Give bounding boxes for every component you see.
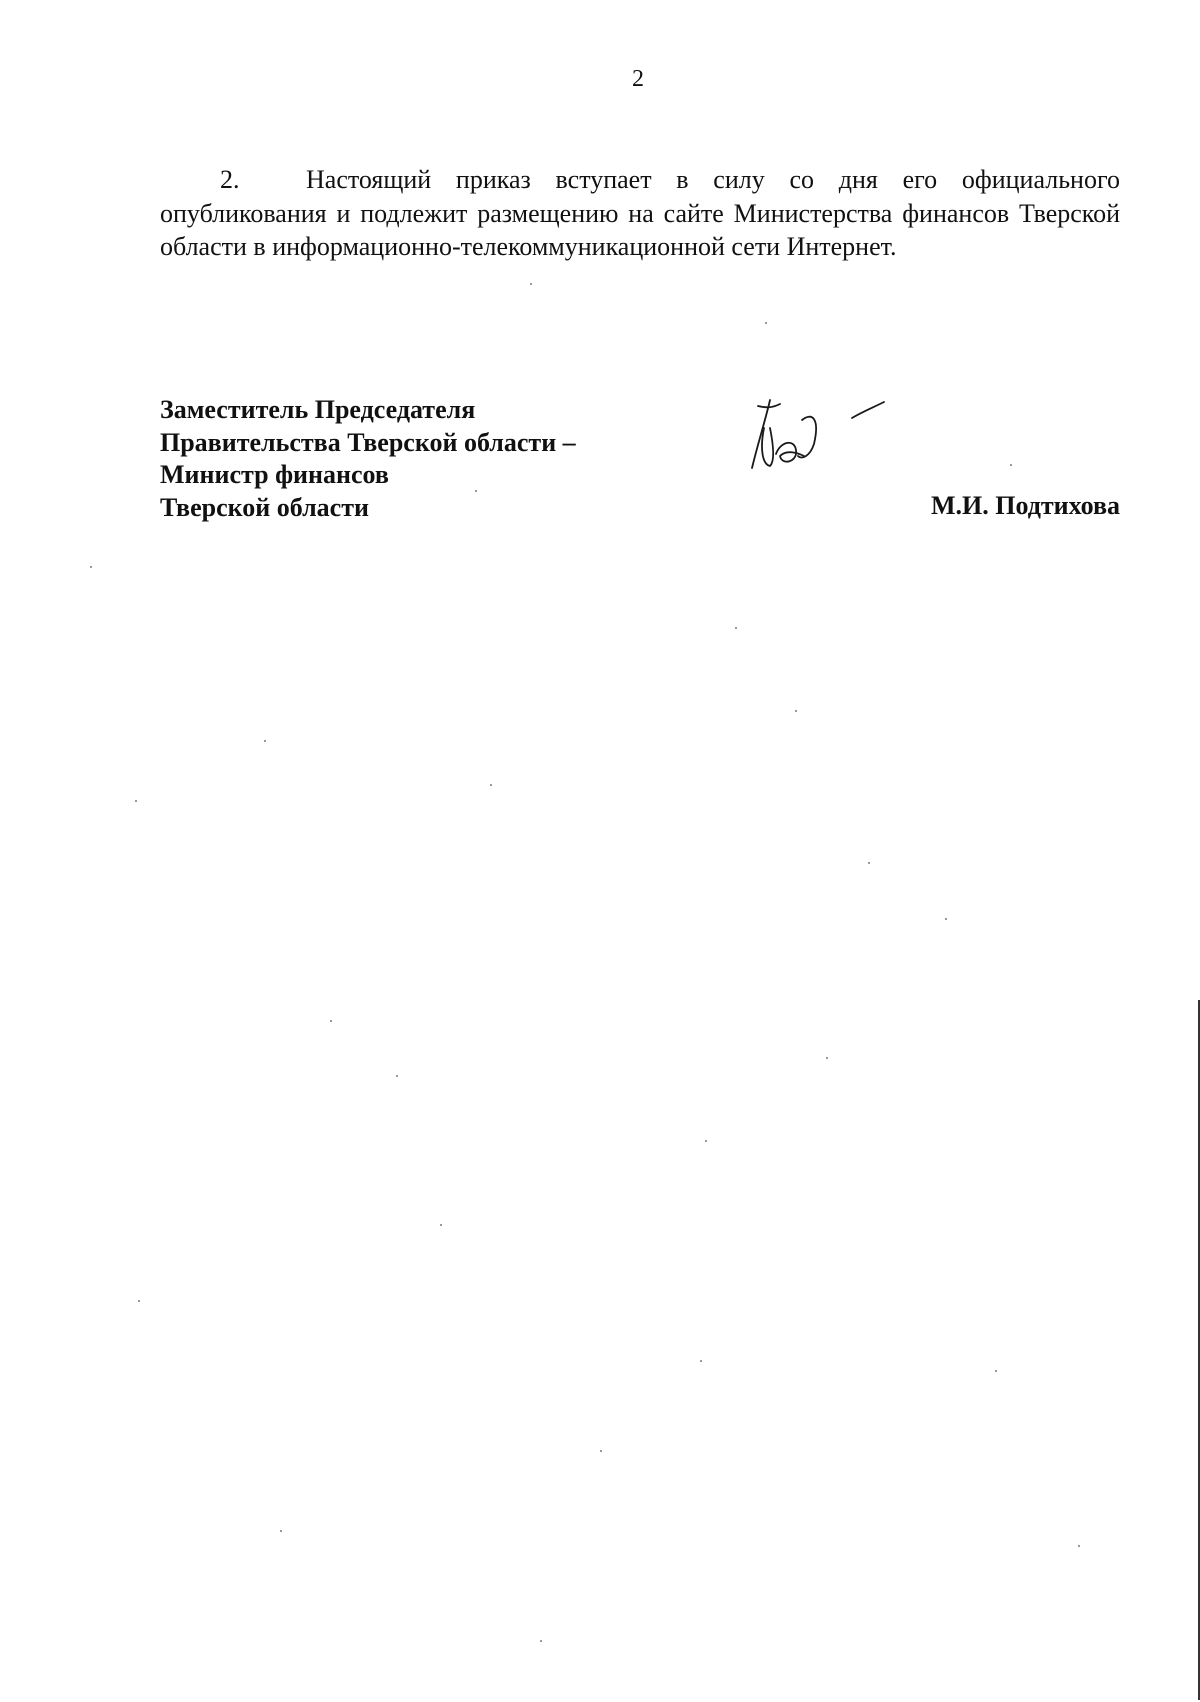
scan-speck: [765, 322, 767, 324]
scan-speck: [705, 1140, 707, 1142]
scan-speck: [475, 490, 477, 492]
scan-speck: [735, 627, 737, 629]
scan-speck: [530, 283, 532, 285]
scan-speck: [826, 1057, 828, 1059]
scan-speck: [138, 1300, 140, 1302]
scan-speck: [795, 710, 797, 712]
scan-speck: [440, 1224, 442, 1226]
handwritten-signature-icon: [740, 398, 900, 478]
scan-speck: [90, 566, 92, 568]
scan-speck: [396, 1075, 398, 1077]
clause-text: Настоящий приказ вступает в силу со дня его официального опубликования и подлежит размещению на сайте Министерства финансов Тверской области в информационно-телекоммуникационной сети Интернет.: [160, 165, 1120, 261]
signatory-line-2: Правительства Тверской области –: [160, 427, 576, 457]
signer-name: М.И. Подтихова: [930, 491, 1120, 520]
signatory-line-4: Тверской области: [160, 492, 369, 522]
signatory-block: [160, 394, 576, 524]
scan-speck: [1078, 1545, 1080, 1547]
clause-paragraph: [160, 163, 1120, 264]
scan-speck: [264, 740, 266, 742]
scan-speck: [280, 1530, 282, 1532]
scan-speck: [700, 1360, 702, 1362]
signatory-line-3: Министр финансов: [160, 460, 389, 489]
scan-speck: [1010, 464, 1012, 466]
scan-speck: [490, 784, 492, 786]
scan-speck: [995, 1370, 997, 1372]
page-number: 2: [632, 66, 644, 92]
scan-speck: [600, 1450, 602, 1452]
scan-speck: [135, 800, 137, 802]
scan-speck: [540, 1640, 542, 1642]
scan-speck: [330, 1020, 332, 1022]
signatory-line-1: Заместитель Председателя: [160, 395, 476, 424]
clause-number: 2.: [220, 165, 240, 194]
scan-speck: [868, 862, 870, 864]
scan-speck: [945, 918, 947, 920]
